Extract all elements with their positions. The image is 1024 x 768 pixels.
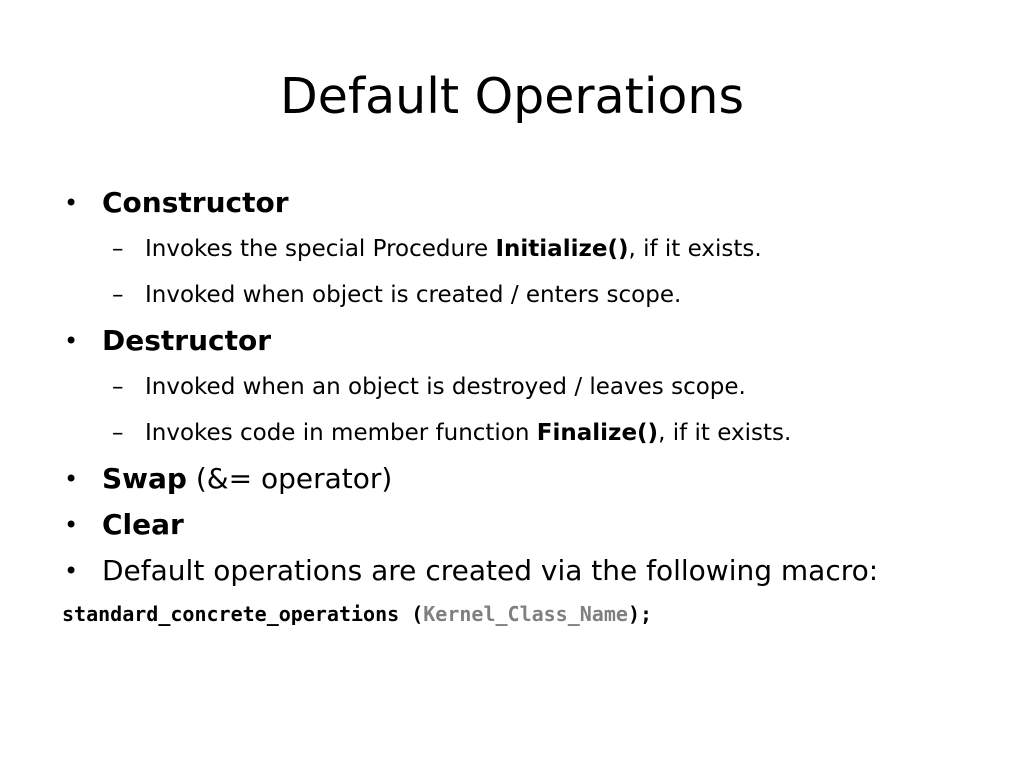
sub-bullet-invoked-destroyed [60, 364, 1000, 410]
sub-bullet-invoked-created [60, 272, 1000, 318]
code-argument: Kernel_Class_Name [423, 602, 628, 626]
sub-bullet-text: , if it exists. [658, 420, 792, 446]
sub-bullet-text-bold: Initialize() [495, 236, 629, 262]
sub-bullet-text: Invokes the special Procedure [145, 236, 496, 262]
dash-marker: – [112, 282, 124, 308]
sub-bullet-text: Invokes code in member function [145, 420, 537, 446]
bullet-text-bold: Constructor [102, 186, 289, 219]
code-line [60, 594, 1000, 634]
bullet-text-bold: Swap [102, 462, 187, 495]
bullet-marker: • [64, 465, 79, 493]
bullet-marker: • [64, 557, 79, 585]
bullet-text-bold: Destructor [102, 324, 272, 357]
code-suffix: ); [627, 602, 653, 626]
bullet-list [60, 180, 1000, 634]
sub-bullet-finalize [60, 410, 1000, 456]
bullet-destructor [60, 318, 1000, 364]
bullet-marker: • [64, 189, 79, 217]
bullet-clear [60, 502, 1000, 548]
dash-marker: – [112, 420, 124, 446]
sub-bullet-text: Invoked when an object is destroyed / leaves scope. [145, 374, 746, 400]
sub-bullet-text-bold: Finalize() [536, 420, 659, 446]
bullet-marker: • [64, 327, 79, 355]
bullet-constructor [60, 180, 1000, 226]
bullet-swap [60, 456, 1000, 502]
bullet-text: Default operations are created via the following macro: [102, 554, 879, 587]
sub-bullet-initialize [60, 226, 1000, 272]
bullet-text-bold: Clear [102, 508, 184, 541]
dash-marker: – [112, 374, 124, 400]
dash-marker: – [112, 236, 124, 262]
bullet-default-operations [60, 548, 1000, 594]
slide-title: Default Operations [280, 68, 744, 125]
bullet-marker: • [64, 511, 79, 539]
bullet-text: (&= operator) [186, 462, 393, 495]
sub-bullet-text: , if it exists. [628, 236, 762, 262]
code-prefix: standard_concrete_operations ( [62, 602, 424, 626]
sub-bullet-text: Invoked when object is created / enters scope. [145, 282, 682, 308]
